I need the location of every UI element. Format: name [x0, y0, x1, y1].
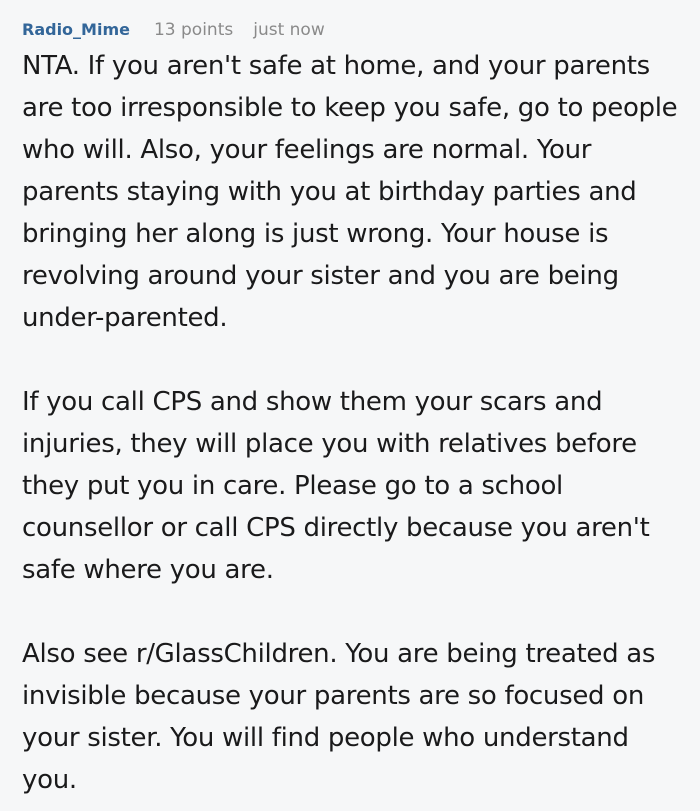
comment-body: [22, 45, 678, 801]
timestamp: just now: [253, 20, 325, 40]
author-link[interactable]: Radio_Mime: [22, 20, 130, 39]
comment-paragraph: Also see r/GlassChildren. You are being treated as invisible because your parents are so focused on your sister. You will find people who understand you.: [22, 639, 656, 795]
points-count: 13 points: [153, 20, 234, 40]
comment-paragraph: If you call CPS and show them your scars and injuries, they will place you with relatives before they put you in care. Please go to a school counsellor or call CPS directly because you aren't safe where you are.: [22, 387, 650, 585]
comment-meta: [22, 18, 678, 42]
comment-paragraph: NTA. If you aren't safe at home, and your parents are too irresponsible to keep you safe, go to people who will. Also, your feelings are normal. Your parents staying with you at birthday parties and bringing her along is just wrong. Your house is revolving around your sister and you are being under-parented.: [22, 51, 678, 333]
